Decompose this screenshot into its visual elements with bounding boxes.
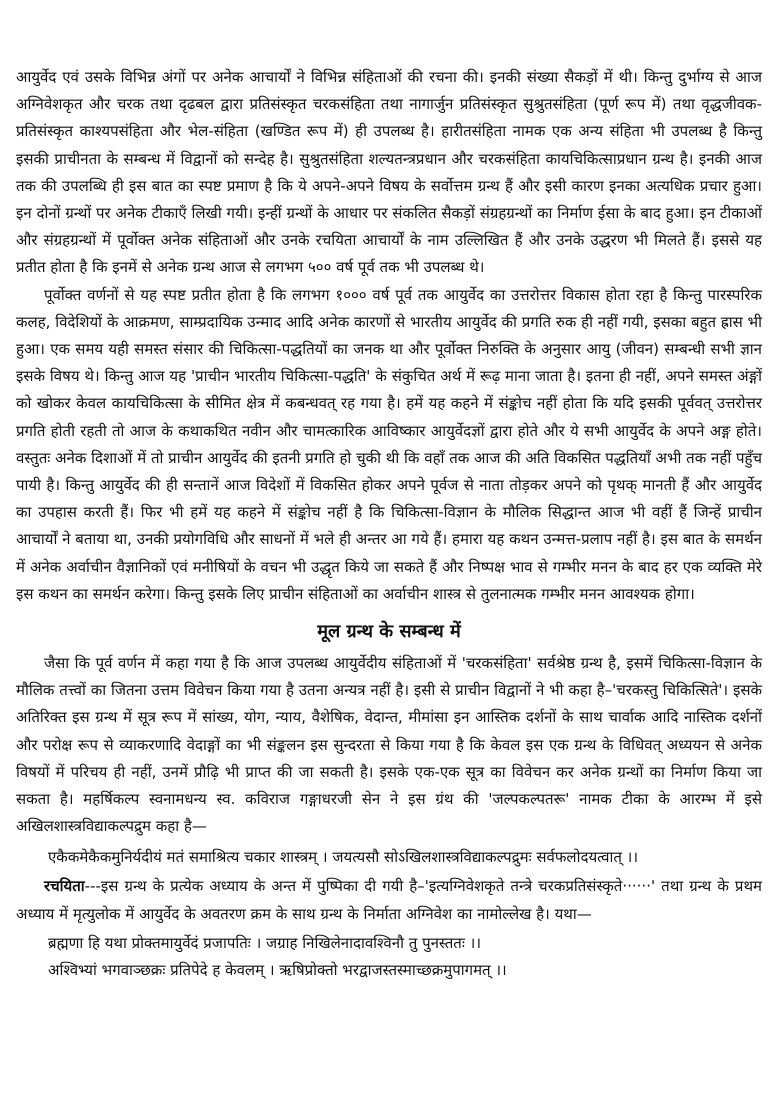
verse-block-2 [16, 930, 762, 984]
section-heading: मूल ग्रन्थ के सम्बन्ध में [317, 621, 461, 643]
author-text: ---इस ग्रन्थ के प्रत्येक अध्याय के अन्त में पुष्पिका दी गयी है–'इत्यग्निवेशकृते तन्त्रे चरकप्रतिसंस्कृते······' तथा ग्रन्थ के प्रथम अध्याय में मृत्युलोक में आयुर्वेद के अवतरण क्रम के साथ ग्रन्थ के निर्माता अग्निवेश का नामोल्लेख है। यथा— [16, 877, 762, 923]
paragraph-charaka-samhita: जैसा कि पूर्व वर्णन में कहा गया है कि आज उपलब्ध आयुर्वेदीय संहिताओं में 'चरकसंहिता' सर्वश्रेष्ठ ग्रन्थ है, इसमें चिकित्सा-विज्ञान के मौलिक तत्त्वों का जितना उत्तम विवेचन किया गया है उतना अन्यत्र नहीं है। इसी से प्राचीन विद्वानों ने भी कहा है–'चरकस्तु चिकित्सिते'। इसके अतिरिक्त इस ग्रन्थ में सूत्र रूप में सांख्य, योग, न्याय, वैशेषिक, वेदान्त, मीमांसा इन आस्तिक दर्शनों के साथ चार्वाक आदि नास्तिक दर्शनों और परोक्ष रूप से व्याकरणादि वेदाङ्गों का भी संङ्कलन इस सुन्दरता से किया गया है कि केवल इस एक ग्रन्थ के विधिवत् अध्ययन से अनेक विषयों में परिचय ही नहीं, उनमें प्रौढ़ि भी प्राप्त की जा सकती है। इसके एक-एक सूत्र का विवेचन कर अनेक ग्रन्थों का निर्माण किया जा सकता है। महर्षिकल्प स्वनामधन्य स्व. कविराज गङ्गाधरजी सेन ने इस ग्रंथ की 'जल्पकल्पतरू' नामक टीका के आरम्भ में इसे अखिलशास्त्रविद्याकल्पद्रुम कहा है— [16, 654, 762, 836]
verse-line: ब्रह्मणा हि यथा प्रोक्तमायुर्वेदं प्रजापतिः । जग्राह निखिलेनादावश्विनौ तु पुनस्ततः ।। [48, 933, 482, 952]
paragraph-ayurveda-samhitas: आयुर्वेद एवं उसके विभिन्न अंगों पर अनेक आचार्यों ने विभिन्न संहिताओं की रचना की। इनकी संख्या सैकड़ों में थी। किन्तु दुर्भाग्य से आज अग्निवेशकृत और चरक तथा दृढबल द्वारा प्रतिसंस्कृत चरकसंहिता तथा नागार्जुन प्रतिसंस्कृत सुश्रुतसंहिता (पूर्ण रूप में) तथा वृद्धजीवक-प्रतिसंस्कृत काश्यपसंहिता और भेल-संहिता (खण्डित रूप में) ही उपलब्ध है। हारीतसंहिता नामक एक अन्य संहिता भी उपलब्ध है किन्तु इसकी प्राचीनता के सम्बन्ध में विद्वानों को सन्देह है। सुश्रुतसंहिता शल्यतन्त्रप्रधान और चरकसंहिता कायचिकित्साप्रधान ग्रन्थ है। इनकी आज तक की उपलब्धि ही इस बात का स्पष्ट प्रमाण है कि ये अपने-अपने विषय के सर्वोत्तम ग्रन्थ हैं और इसी कारण इनका अत्यधिक प्रचार हुआ। इन दोनों ग्रन्थों पर अनेक टीकाएँ लिखी गयी। इन्हीं ग्रन्थों के आधार पर संकलित सैकड़ों संग्रहग्रन्थों का निर्माण ईसा के बाद हुआ। इन टीकाओं और संग्रहग्रन्थों में पूर्वोक्त अनेक संहिताओं और उनके रचयिता आचार्यों के नाम उल्लिखित हैं और उनके उद्धरण भी मिलते हैं। इससे यह प्रतीत होता है कि इनमें से अनेक ग्रन्थ आज से लगभग ५०० वर्ष पूर्व तक भी उपलब्ध थे। [16, 68, 762, 277]
verse-line: अश्विभ्यां भगवाञ्छक्रः प्रतिपेदे ह केवलम् । ऋषिप्रोक्तो भरद्वाजस्तस्माच्छक्रमुपागमत् ।। [48, 960, 507, 979]
verse-line: एकैकमेकैकमुनिर्यदीयं मतं समाश्रित्य चकार शास्त्रम् । जयत्यसौ सोऽखिलशास्त्रविद्याकल्पद्रुमः सर्वफलोदयत्वात् ।। [48, 848, 639, 867]
author-label: रचयिता [44, 877, 85, 896]
paragraph-author [16, 873, 762, 927]
verse-block-1 [16, 844, 762, 871]
paragraph-decline-of-ayurveda: पूर्वोक्त वर्णनों से यह स्पष्ट प्रतीत होता है कि लगभग १००० वर्ष पूर्व तक आयुर्वेद का उत्तरोत्तर विकास होता रहा है किन्तु पारस्परिक कलह, विदेशियों के आक्रमण, साम्प्रदायिक उन्माद आदि अनेक कारणों से भारतीय आयुर्वेद की प्रगति रुक ही नहीं गयी, इसका बहुत ह्रास भी हुआ। एक समय यही समस्त संसार की चिकित्सा-पद्धतियों का जनक था और पूर्वोक्त निरुक्ति के अनुसार आयु (जीवन) सम्बन्धी सभी ज्ञान इसके विषय थे। किन्तु आज यह 'प्राचीन भारतीय चिकित्सा-पद्धति' के संकुचित अर्थ में रूढ़ माना जाता है। इतना ही नहीं, अपने समस्त अंङ्गों को खोकर केवल कायचिकित्सा के सीमित क्षेत्र में कबन्धवत् रह गया है। हमें यह कहने में संङ्कोच नहीं होता कि यदि इसकी पूर्ववत् उत्तरोत्तर प्रगति होती रहती तो आज के कथाकथित नवीन और चामत्कारिक आविष्कार आयुर्वेदज्ञों द्वारा होते और ये सभी आयुर्वेद के अपने अङ्ग होते। वस्तुतः अनेक दिशाओं में तो प्राचीन आयुर्वेद की इतनी प्रगति हो चुकी थी कि वहाँ तक आज की अति विकसित पद्धतियाँ अभी तक नहीं पहुँच पायी है। किन्तु आयुर्वेद की ही सन्तानें आज विदेशों में विकसित होकर अपने पूर्वज से नाता तोड़कर अपने को पृथक् मानती हैं और आयुर्वेद का उपहास करती हैं। फिर भी हमें यह कहने में संङ्कोच नहीं है कि चिकित्सा-विज्ञान के मौलिक सिद्धान्त आज भी वहीं हैं जिन्हें प्राचीन आचार्यों ने बताया था, उनकी प्रयोगविधि और साधनों में भले ही अन्तर आ गये हैं। हमारा यह कथन उन्मत्त-प्रलाप नहीं है। इस बात के समर्थन में अनेक अर्वाचीन वैज्ञानिकों एवं मनीषियों के वचन भी उद्धृत किये जा सकते हैं और निष्पक्ष भाव से गम्भीर मनन के बाद हर एक व्यक्ति मेरे इस कथन का समर्थन करेगा। किन्तु इसके लिए प्राचीन संहिताओं का अर्वाचीन शास्त्र से तुलनात्मक गम्भीर मनन आवश्यक होगा। [16, 285, 762, 603]
